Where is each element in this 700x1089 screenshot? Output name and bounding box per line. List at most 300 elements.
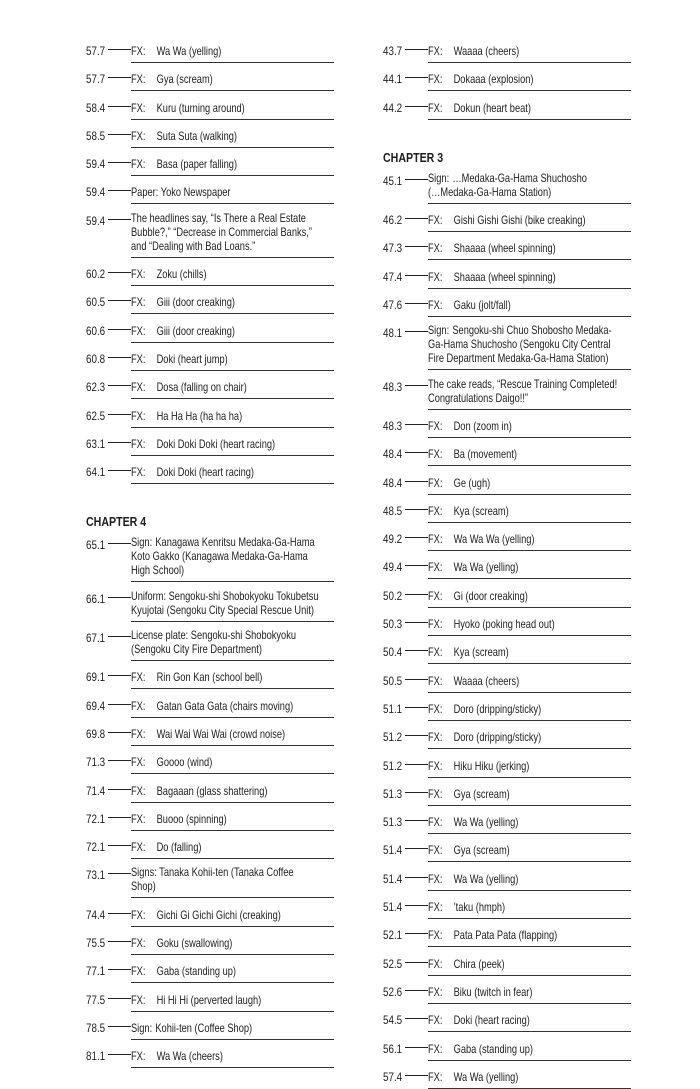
entry-label: FX: [428, 787, 443, 801]
sfx-entry [383, 728, 633, 749]
sfx-entry [383, 558, 633, 579]
entry-text-block [131, 785, 267, 799]
panel-number-text: 72.1 [86, 811, 106, 826]
sfx-entry [383, 378, 633, 410]
entry-text: Uniform: Sengoku-shi Shobokyoku Tokubetsu Kyujotai (Sengoku City Special Rescue Unit) [131, 589, 319, 617]
page-panel-number [86, 435, 131, 449]
entry-body [131, 212, 334, 258]
leader-line [405, 218, 428, 219]
entry-text: Gya (scream) [453, 787, 510, 801]
entry-text: Gatan Gata Gata (chairs moving) [156, 699, 294, 713]
entry-body [131, 265, 334, 286]
entry-text: Kuru (turning around) [156, 101, 245, 115]
page-panel-number [383, 502, 428, 516]
panel-number-text: 52.6 [383, 984, 403, 999]
sfx-entry [86, 183, 336, 204]
entry-text-block [131, 381, 247, 395]
sfx-entry [383, 841, 633, 862]
entry-text-block [131, 728, 285, 742]
entry-label: FX: [131, 727, 146, 741]
entry-body [131, 1047, 334, 1068]
entry-label: FX: [131, 409, 146, 423]
entry-text-block [428, 844, 510, 858]
leader-line [405, 735, 428, 736]
entry-text-block [131, 296, 235, 310]
page-panel-number [383, 813, 428, 830]
page-panel-number [86, 1019, 131, 1033]
entry-body [131, 155, 334, 176]
leader-line [108, 636, 131, 637]
entry-text: Suta Suta (walking) [156, 129, 238, 143]
page-panel-number [383, 445, 428, 462]
panel-number-text: 62.3 [86, 380, 106, 395]
leader-line [108, 385, 131, 386]
entry-text-block [428, 1071, 518, 1085]
entry-label: FX: [131, 101, 146, 115]
entry-text-block [131, 866, 294, 894]
entry-label: Sign: [428, 324, 450, 338]
entry-text: Ha Ha Ha (ha ha ha) [156, 409, 243, 423]
panel-number-text: 58.4 [86, 100, 106, 115]
sfx-entry [86, 350, 336, 371]
page-panel-number [86, 1047, 131, 1064]
panel-number-text: 64.1 [86, 465, 106, 480]
leader-line [108, 414, 131, 415]
panel-number-text: 63.1 [86, 436, 106, 451]
left-column [86, 42, 336, 1068]
right-column [383, 42, 633, 1089]
entry-text-block [428, 929, 557, 943]
sfx-entry [86, 99, 336, 120]
page-panel-number [383, 530, 428, 547]
entry-text: Sengoku-shi Chuo Shobosho Medaka- Ga-Hama Shuchosho (Sengoku City Central Fire Department Medaka-Ga-Hama Station) [428, 324, 612, 366]
entry-text-block [131, 536, 315, 578]
entry-body [131, 934, 334, 955]
leader-line [108, 1026, 131, 1027]
leader-line [108, 675, 131, 676]
panel-number-text: 69.4 [86, 698, 106, 713]
panel-number-text: 65.1 [86, 538, 106, 553]
leader-line [108, 732, 131, 733]
entry-body [428, 378, 631, 410]
entry-body [428, 296, 631, 317]
page-panel-number [383, 42, 428, 56]
panel-number-text: 51.3 [383, 786, 403, 801]
panel-number-text: 48.4 [383, 475, 403, 490]
sfx-entry [86, 70, 336, 91]
entry-text-block [131, 466, 254, 480]
entry-text-block [428, 675, 519, 689]
entry-body [428, 757, 631, 778]
panel-number-text: 44.1 [383, 72, 403, 87]
entry-body [428, 1068, 631, 1089]
panel-number-text: 48.3 [383, 418, 403, 433]
sfx-entry [383, 870, 633, 891]
leader-line [405, 877, 428, 878]
sfx-entry [383, 926, 633, 947]
entry-text: Basa (paper falling) [156, 158, 238, 172]
entry-body [131, 70, 334, 91]
page-panel-number [383, 587, 428, 601]
entry-body [131, 407, 334, 428]
entry-text: Doro (dripping/sticky) [453, 731, 542, 745]
entry-body [131, 590, 334, 622]
entry-label: FX: [131, 268, 146, 282]
entry-text: Shaaaa (wheel spinning) [453, 242, 556, 256]
entry-text-block [131, 410, 242, 424]
sfx-entry [86, 668, 336, 689]
entry-text: Wai Wai Wai Wai (crowd noise) [156, 727, 286, 741]
entry-text-block [131, 438, 275, 452]
leader-line [108, 941, 131, 942]
panel-number-text: 47.3 [383, 241, 403, 256]
entry-text: Shaaaa (wheel spinning) [453, 270, 556, 284]
sfx-entry [383, 296, 633, 317]
panel-number-text: 57.7 [86, 72, 106, 87]
entry-text-block [428, 561, 518, 575]
entry-label: Sign: [131, 536, 153, 550]
panel-number-text: 69.8 [86, 726, 106, 741]
page-panel-number [383, 700, 428, 714]
panel-number-text: 51.3 [383, 815, 403, 830]
leader-line [405, 905, 428, 906]
entry-text-block [131, 909, 281, 923]
leader-line [108, 969, 131, 970]
sfx-entry [86, 962, 336, 983]
entry-body [428, 785, 631, 806]
sfx-entry [383, 672, 633, 693]
panel-number-text: 62.5 [86, 408, 106, 423]
leader-line [405, 962, 428, 963]
page-panel-number [86, 42, 131, 56]
panel-number-text: 71.4 [86, 783, 106, 798]
sfx-entry [383, 1040, 633, 1061]
leader-line [108, 162, 131, 163]
entry-label: FX: [428, 214, 443, 228]
entry-text: Hi Hi Hi (perverted laugh) [156, 993, 262, 1007]
page-panel-number [383, 983, 428, 997]
entry-text: Gaku (jolt/fall) [453, 299, 511, 313]
entry-label: FX: [428, 533, 443, 547]
panel-number-text: 57.4 [383, 1069, 403, 1084]
page-panel-number [86, 536, 131, 553]
panel-number-text: 51.4 [383, 843, 403, 858]
sfx-entry [383, 445, 633, 466]
entry-text-block [428, 172, 587, 200]
leader-line [108, 817, 131, 818]
entry-label: FX: [428, 1070, 443, 1084]
entry-body [131, 536, 334, 582]
entry-label: FX: [131, 437, 146, 451]
leader-line [405, 49, 428, 50]
entry-text-block [428, 271, 556, 285]
leader-line [405, 707, 428, 708]
page-panel-number [383, 757, 428, 771]
leader-line [405, 537, 428, 538]
entry-text-block [428, 590, 528, 604]
panel-number-text: 51.2 [383, 758, 403, 773]
page-panel-number [383, 841, 428, 858]
entry-text: Waaaa (cheers) [453, 674, 520, 688]
entry-text: Wa Wa (yelling) [453, 816, 519, 830]
entry-text-block [428, 102, 531, 116]
leader-line [405, 509, 428, 510]
page-panel-number [86, 838, 131, 855]
entry-text: Gishi Gishi Gishi (bike creaking) [453, 214, 586, 228]
leader-line [405, 481, 428, 482]
entry-text: Gi (door creaking) [453, 589, 528, 603]
entry-body [131, 322, 334, 343]
entry-label: FX: [131, 937, 146, 951]
leader-line [108, 442, 131, 443]
sfx-entry [86, 127, 336, 148]
sfx-entry [86, 725, 336, 746]
entry-label: FX: [131, 908, 146, 922]
entry-body [428, 445, 631, 466]
page-panel-number [383, 172, 428, 186]
entry-text: Wa Wa (yelling) [156, 45, 222, 58]
page-panel-number [383, 99, 428, 113]
entry-text-block [428, 986, 532, 1000]
panel-number-text: 51.4 [383, 871, 403, 886]
leader-line [108, 873, 131, 874]
leader-line [405, 106, 428, 107]
entry-body [131, 697, 334, 718]
entry-body [428, 898, 631, 919]
entry-label: FX: [428, 731, 443, 745]
entry-text: Wa Wa (cheers) [156, 1050, 223, 1064]
page-panel-number [86, 906, 131, 920]
page-panel-number [383, 870, 428, 884]
entry-text: Doki Doki Doki (heart racing) [156, 437, 276, 451]
leader-line [108, 77, 131, 78]
entry-label: FX: [428, 646, 443, 660]
sfx-entry [86, 697, 336, 718]
entry-label: FX: [131, 45, 146, 58]
entry-label: FX: [131, 73, 146, 87]
entry-label: FX: [131, 158, 146, 172]
entry-text: Rin Gon Kan (school bell) [156, 671, 263, 685]
panel-number-text: 60.5 [86, 295, 106, 310]
panel-number-text: 60.2 [86, 267, 106, 282]
sfx-entry [86, 906, 336, 927]
leader-line [108, 357, 131, 358]
entry-label: FX: [131, 129, 146, 143]
entry-text: Biku (twitch in fear) [453, 985, 533, 999]
entry-text-block [131, 965, 236, 979]
entry-text-block [131, 73, 213, 87]
entry-text: ’taku (hmph) [453, 901, 506, 915]
entry-text: Paper: Yoko Newspaper [131, 186, 231, 200]
sfx-entry [383, 70, 633, 91]
entry-body [131, 725, 334, 746]
page-panel-number [86, 155, 131, 172]
sfx-entry [86, 435, 336, 456]
entry-text: Gya (scream) [453, 844, 510, 858]
entry-body [428, 474, 631, 495]
entry-label: FX: [428, 759, 443, 773]
page-panel-number [383, 558, 428, 575]
entry-text: Dokaaa (explosion) [453, 73, 534, 87]
page-panel-number [86, 350, 131, 364]
entry-text-block [131, 813, 227, 827]
sfx-entry [383, 211, 633, 232]
page-panel-number [86, 697, 131, 711]
leader-line [405, 303, 428, 304]
page-panel-number [383, 296, 428, 313]
entry-label: FX: [428, 985, 443, 999]
panel-number-text: 60.8 [86, 351, 106, 366]
entry-label: FX: [428, 504, 443, 518]
page-panel-number [86, 782, 131, 796]
panel-number-text: 78.5 [86, 1020, 106, 1035]
page-panel-number [383, 417, 428, 431]
leader-line [405, 275, 428, 276]
entry-text: Gya (scream) [156, 73, 213, 87]
sfx-entry [86, 1047, 336, 1068]
panel-number-text: 74.4 [86, 907, 106, 922]
sfx-entry [86, 782, 336, 803]
panel-number-text: 51.4 [383, 900, 403, 915]
leader-line [108, 106, 131, 107]
entry-text: Gichi Gi Gichi Gichi (creaking) [156, 908, 281, 922]
leader-line [405, 990, 428, 991]
entry-text-block [131, 590, 319, 618]
panel-number-text: 72.1 [86, 840, 106, 855]
entry-text-block [131, 629, 296, 657]
entry-text: Kohii-ten (Coffee Shop) [155, 1021, 253, 1035]
entry-body [131, 378, 334, 399]
entry-body [131, 668, 334, 689]
sfx-entry [383, 813, 633, 834]
page-panel-number [86, 99, 131, 113]
entry-body [131, 629, 334, 661]
entry-label: FX: [131, 324, 146, 338]
sfx-entry [383, 615, 633, 636]
entry-text: Doki (heart racing) [453, 1014, 530, 1028]
page-panel-number [383, 211, 428, 228]
panel-number-text: 50.3 [383, 617, 403, 632]
entry-body [131, 991, 334, 1012]
sfx-entry [86, 753, 336, 774]
entry-body [131, 810, 334, 831]
entry-text: Doki Doki (heart racing) [156, 466, 255, 480]
page-panel-number [383, 474, 428, 488]
entry-text-block [428, 788, 510, 802]
leader-line [108, 760, 131, 761]
leader-line [108, 49, 131, 50]
entry-body [131, 906, 334, 927]
sfx-entry [383, 42, 633, 63]
panel-number-text: 81.1 [86, 1049, 106, 1064]
entry-label: FX: [131, 466, 146, 480]
entry-text: The cake reads, “Rescue Training Completed! Congratulations Daigo!!” [428, 377, 618, 405]
entry-text-block [131, 130, 237, 144]
entry-label: FX: [428, 816, 443, 830]
panel-number-text: 45.1 [383, 173, 403, 188]
leader-line [405, 246, 428, 247]
leader-line [405, 385, 428, 386]
entry-text-block [131, 700, 293, 714]
sfx-entry [383, 700, 633, 721]
sfx-entry [86, 536, 336, 582]
sfx-entry [86, 322, 336, 343]
entry-body [428, 870, 631, 891]
panel-number-text: 57.7 [86, 44, 106, 58]
page-panel-number [86, 590, 131, 604]
leader-line [405, 764, 428, 765]
entry-text-block [428, 533, 535, 547]
page-panel-number [383, 898, 428, 915]
entry-body [131, 350, 334, 371]
entry-body [131, 183, 334, 204]
page-panel-number [383, 615, 428, 632]
page-panel-number [383, 955, 428, 969]
entry-text-block [428, 420, 512, 434]
leader-line [108, 300, 131, 301]
entry-body [428, 99, 631, 120]
page-panel-number [383, 378, 428, 392]
leader-line [108, 913, 131, 914]
entry-text-block [131, 212, 312, 254]
sfx-entry [86, 293, 336, 314]
sfx-entry [86, 407, 336, 428]
leader-line [108, 329, 131, 330]
panel-number-text: 51.2 [383, 730, 403, 745]
panel-number-text: 67.1 [86, 631, 106, 646]
panel-number-text: 47.4 [383, 269, 403, 284]
leader-line [108, 134, 131, 135]
page-panel-number [383, 1040, 428, 1054]
panel-number-text: 52.1 [383, 928, 403, 943]
sfx-entry [86, 42, 336, 63]
panel-number-text: 50.2 [383, 588, 403, 603]
page-panel-number [383, 70, 428, 87]
leader-line [405, 565, 428, 566]
entry-body [428, 268, 631, 289]
entry-label: FX: [428, 1042, 443, 1056]
entry-label: FX: [428, 448, 443, 462]
entry-body [131, 866, 334, 898]
panel-number-text: 50.5 [383, 673, 403, 688]
page-panel-number [86, 378, 131, 395]
leader-line [405, 1075, 428, 1076]
sfx-entry [383, 1011, 633, 1032]
entry-label: FX: [131, 296, 146, 310]
entry-text-block [131, 841, 201, 855]
panel-number-text: 77.5 [86, 992, 106, 1007]
page-panel-number [383, 268, 428, 282]
entry-label: Sign: [428, 171, 450, 185]
entry-body [131, 435, 334, 456]
entry-body [131, 753, 334, 774]
sfx-entry [383, 530, 633, 551]
entry-body [428, 813, 631, 834]
entry-text-block [428, 873, 518, 887]
entry-label: FX: [131, 756, 146, 770]
sfx-entry [383, 239, 633, 260]
panel-number-text: 52.5 [383, 956, 403, 971]
entry-text-block [428, 703, 541, 717]
sfx-entry [383, 502, 633, 523]
entry-body [428, 324, 631, 370]
page-panel-number [383, 643, 428, 660]
entry-body [131, 42, 334, 63]
leader-line [405, 848, 428, 849]
entry-body [131, 838, 334, 859]
entry-label: FX: [131, 699, 146, 713]
sfx-entry [383, 1068, 633, 1089]
